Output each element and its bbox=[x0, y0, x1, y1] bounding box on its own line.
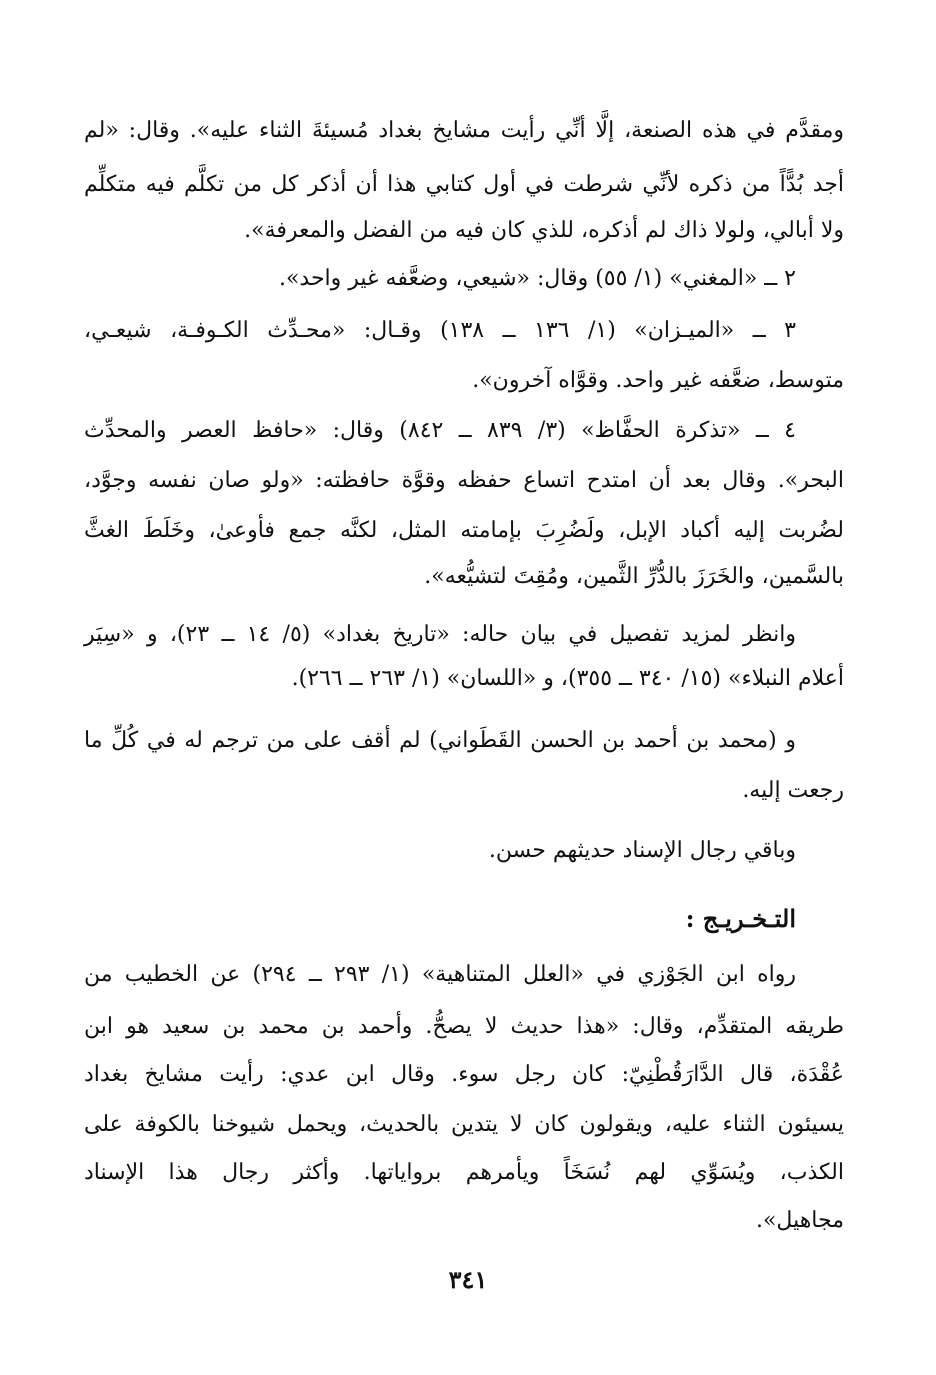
text-line: أجد بُدًّاً من ذكره لأنِّي شرطت في أول كتابي هذا أن أذكر كل من تكلَّم فيه متكلِّم bbox=[84, 172, 844, 197]
page-number: ٣٤١ bbox=[448, 1265, 488, 1294]
text-line: الكذب، ويُسَوِّي لهم نُسَخَاً ويأمرهم برواياتها. وأكثر رجال هذا الإسناد bbox=[84, 1160, 844, 1185]
text-line: لضُربت إليه أكباد الإبل، ولَضُرِبَ بإمامته المثل، لكنَّه جمع فأوعىٰ، وخَلَطَ الغثَّ bbox=[84, 518, 844, 543]
section-heading: التـخـريـج : bbox=[685, 904, 796, 933]
text-line: رجعت إليه. bbox=[742, 778, 844, 803]
text-line: مجاهيل». bbox=[755, 1208, 844, 1233]
footnote-item-4: ٤ ــ «تذكرة الحفَّاظ» (٣/ ٨٣٩ ــ ٨٤٢) وقال: «حافظ العصر والمحدِّث bbox=[84, 418, 796, 443]
footnote-item-2: ٢ ــ «المغني» (١/ ٥٥) وقال: «شيعي، وضعَّفه غير واحد». bbox=[278, 266, 796, 291]
footnote-item-3: ٣ ــ «الميـزان» (١/ ١٣٦ ــ ١٣٨) وقـال: «محـدِّث الكـوفـة، شيعـي، bbox=[84, 318, 796, 343]
text-line: ولا أبالي، ولولا ذاك لم أذكره، للذي كان فيه من الفضل والمعرفة». bbox=[244, 218, 844, 243]
text-line: يسيئون الثناء عليه، ويقولون كان لا يتدين بالحديث، ويحمل شيوخنا بالكوفة على bbox=[84, 1112, 844, 1137]
text-line: ومقدَّم في هذه الصنعة، إلَّا أنِّي رأيت مشايخ بغداد مُسيئةَ الثناء عليه». وقال: «لم bbox=[84, 118, 844, 143]
text-line: عُقْدَة، قال الدَّارَقُطْنِيّ: كان رجل سوء. وقال ابن عدي: رأيت مشايخ بغداد bbox=[84, 1062, 844, 1087]
page-body bbox=[84, 0, 844, 1375]
text-line: البحر». وقال بعد أن امتدح اتساع حفظه وقوَّة حافظته: «ولو صان نفسه وجوَّد، bbox=[84, 468, 844, 493]
text-line: متوسط، ضعَّفه غير واحد. وقوَّاه آخرون». bbox=[472, 368, 844, 393]
text-line: وباقي رجال الإسناد حديثهم حسن. bbox=[488, 838, 796, 863]
text-line: بالسَّمين، والخَرَزَ بالدُّرِّ الثَّمين، ومُقِتَ لتشيُّعه». bbox=[424, 564, 844, 589]
text-line: أعلام النبلاء» (١٥/ ٣٤٠ ــ ٣٥٥)، و «اللسان» (١/ ٢٦٣ ــ ٢٦٦). bbox=[291, 666, 844, 691]
text-line: وانظر لمزيد تفصيل في بيان حاله: «تاريخ بغداد» (٥/ ١٤ ــ ٢٣)، و «سِيَر bbox=[84, 622, 796, 647]
text-line: طريقه المتقدِّم، وقال: «هذا حديث لا يصحُّ. وأحمد بن محمد بن سعيد هو ابن bbox=[84, 1014, 844, 1039]
text-line: رواه ابن الجَوْزي في «العلل المتناهية» (١/ ٢٩٣ ــ ٢٩٤) عن الخطيب من bbox=[84, 962, 796, 987]
text-line: و (محمد بن أحمد بن الحسن القَطَواني) لم أقف على من ترجم له في كُلِّ ما bbox=[84, 728, 796, 753]
